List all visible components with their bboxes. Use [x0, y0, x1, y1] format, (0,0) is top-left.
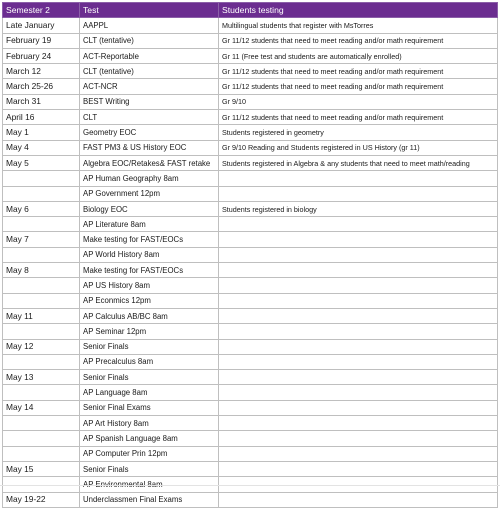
students-cell[interactable] — [219, 370, 498, 385]
date-cell[interactable] — [3, 171, 80, 186]
test-cell[interactable]: CLT (tentative) — [80, 64, 219, 79]
test-cell[interactable]: AAPPL — [80, 18, 219, 33]
header-test[interactable]: Test — [80, 3, 219, 18]
table-row — [3, 79, 498, 94]
table-row — [3, 278, 498, 293]
students-cell[interactable]: Gr 11/12 students that need to meet reading and/or math requirement — [219, 33, 498, 48]
date-cell[interactable]: May 8 — [3, 263, 80, 278]
table-row — [3, 94, 498, 109]
students-cell[interactable] — [219, 247, 498, 262]
date-cell[interactable] — [3, 293, 80, 308]
test-cell[interactable]: Algebra EOC/Retakes& FAST retake — [80, 155, 219, 170]
students-cell[interactable] — [219, 308, 498, 323]
table-row — [3, 110, 498, 125]
date-cell[interactable]: March 12 — [3, 64, 80, 79]
table-row — [3, 263, 498, 278]
date-cell[interactable]: May 7 — [3, 232, 80, 247]
table-row — [3, 370, 498, 385]
table-header — [3, 3, 498, 18]
test-cell[interactable]: AP US History 8am — [80, 278, 219, 293]
table-row — [3, 64, 498, 79]
table-row — [3, 461, 498, 476]
table-body — [3, 18, 498, 508]
date-cell[interactable]: May 19-22 — [3, 492, 80, 507]
test-cell[interactable]: FAST PM3 & US History EOC — [80, 140, 219, 155]
students-cell[interactable] — [219, 339, 498, 354]
date-cell[interactable]: May 4 — [3, 140, 80, 155]
test-cell[interactable]: Make testing for FAST/EOCs — [80, 232, 219, 247]
date-cell[interactable]: May 1 — [3, 125, 80, 140]
test-cell[interactable]: BEST Writing — [80, 94, 219, 109]
table-row — [3, 324, 498, 339]
students-cell[interactable]: Gr 11/12 students that need to meet reading and/or math requirement — [219, 110, 498, 125]
test-cell[interactable]: CLT (tentative) — [80, 33, 219, 48]
students-cell[interactable] — [219, 354, 498, 369]
students-cell[interactable] — [219, 385, 498, 400]
test-cell[interactable]: AP Calculus AB/BC 8am — [80, 308, 219, 323]
test-cell[interactable]: AP Art History 8am — [80, 416, 219, 431]
date-cell[interactable]: Late January — [3, 18, 80, 33]
date-cell[interactable]: May 12 — [3, 339, 80, 354]
students-cell[interactable] — [219, 263, 498, 278]
table-row — [3, 18, 498, 33]
students-cell[interactable]: Gr 11/12 students that need to meet reading and/or math requirement — [219, 64, 498, 79]
test-cell[interactable]: AP World History 8am — [80, 247, 219, 262]
date-cell[interactable] — [3, 416, 80, 431]
date-cell[interactable] — [3, 247, 80, 262]
test-cell[interactable]: ACT-NCR — [80, 79, 219, 94]
test-cell[interactable]: AP Language 8am — [80, 385, 219, 400]
students-cell[interactable] — [219, 186, 498, 201]
table-row — [3, 385, 498, 400]
test-cell[interactable]: CLT — [80, 110, 219, 125]
students-cell[interactable]: Gr 11/12 students that need to meet reading and/or math requirement — [219, 79, 498, 94]
test-cell[interactable]: AP Government 12pm — [80, 186, 219, 201]
header-semester[interactable]: Semester 2 — [3, 3, 80, 18]
table-row — [3, 400, 498, 415]
header-students-testing[interactable]: Students testing — [219, 3, 498, 18]
table-row — [3, 232, 498, 247]
date-cell[interactable]: March 31 — [3, 94, 80, 109]
table-row — [3, 431, 498, 446]
table-row — [3, 186, 498, 201]
date-cell[interactable]: February 24 — [3, 48, 80, 63]
table-row — [3, 308, 498, 323]
test-cell[interactable]: AP Human Geography 8am — [80, 171, 219, 186]
test-cell[interactable]: AP Precalculus 8am — [80, 354, 219, 369]
test-cell[interactable]: Biology EOC — [80, 201, 219, 216]
table-row — [3, 48, 498, 63]
students-cell[interactable] — [219, 232, 498, 247]
date-cell[interactable]: April 16 — [3, 110, 80, 125]
students-cell[interactable] — [219, 416, 498, 431]
table-row — [3, 247, 498, 262]
date-cell[interactable]: May 13 — [3, 370, 80, 385]
date-cell[interactable]: May 15 — [3, 461, 80, 476]
date-cell[interactable] — [3, 324, 80, 339]
students-cell[interactable]: Students registered in Algebra & any students that need to meet math/reading — [219, 155, 498, 170]
students-cell[interactable]: Multilingual students that register with MsTorres — [219, 18, 498, 33]
students-cell[interactable] — [219, 324, 498, 339]
table-row — [3, 354, 498, 369]
date-cell[interactable] — [3, 278, 80, 293]
date-cell[interactable]: May 5 — [3, 155, 80, 170]
table-row — [3, 416, 498, 431]
test-cell[interactable]: Underclassmen Final Exams — [80, 492, 219, 507]
students-cell[interactable] — [219, 431, 498, 446]
table-row — [3, 201, 498, 216]
header-row — [3, 3, 498, 18]
table-row — [3, 140, 498, 155]
test-cell[interactable]: Senior Finals — [80, 461, 219, 476]
students-cell[interactable]: Students registered in geometry — [219, 125, 498, 140]
students-cell[interactable] — [219, 217, 498, 232]
date-cell[interactable]: May 6 — [3, 201, 80, 216]
students-cell[interactable]: Students registered in biology — [219, 201, 498, 216]
date-cell[interactable] — [3, 217, 80, 232]
table-row — [3, 155, 498, 170]
empty-grid-area — [0, 485, 500, 496]
students-cell[interactable] — [219, 171, 498, 186]
date-cell[interactable]: March 25-26 — [3, 79, 80, 94]
students-cell[interactable] — [219, 400, 498, 415]
test-cell[interactable]: Geometry EOC — [80, 125, 219, 140]
date-cell[interactable] — [3, 431, 80, 446]
test-cell[interactable]: ACT-Reportable — [80, 48, 219, 63]
test-cell[interactable]: AP Econmics 12pm — [80, 293, 219, 308]
students-cell[interactable]: Gr 9/10 Reading and Students registered in US History (gr 11) — [219, 140, 498, 155]
test-cell[interactable]: AP Environmental 8am — [80, 477, 219, 492]
date-cell[interactable] — [3, 354, 80, 369]
date-cell[interactable] — [3, 385, 80, 400]
students-cell[interactable]: Gr 9/10 — [219, 94, 498, 109]
students-cell[interactable] — [219, 293, 498, 308]
date-cell[interactable] — [3, 186, 80, 201]
test-cell[interactable]: AP Computer Prin 12pm — [80, 446, 219, 461]
test-cell[interactable]: Senior Finals — [80, 339, 219, 354]
date-cell[interactable]: May 14 — [3, 400, 80, 415]
test-cell[interactable]: Senior Final Exams — [80, 400, 219, 415]
table-row — [3, 171, 498, 186]
test-cell[interactable]: AP Spanish Language 8am — [80, 431, 219, 446]
date-cell[interactable] — [3, 446, 80, 461]
table-row — [3, 293, 498, 308]
test-cell[interactable]: AP Seminar 12pm — [80, 324, 219, 339]
students-cell[interactable] — [219, 278, 498, 293]
table-row — [3, 217, 498, 232]
students-cell[interactable] — [219, 446, 498, 461]
test-cell[interactable]: Senior Finals — [80, 370, 219, 385]
testing-schedule-table — [2, 2, 498, 508]
test-cell[interactable]: Make testing for FAST/EOCs — [80, 263, 219, 278]
date-cell[interactable]: May 11 — [3, 308, 80, 323]
table-row — [3, 125, 498, 140]
date-cell[interactable]: February 19 — [3, 33, 80, 48]
table-row — [3, 33, 498, 48]
table-row — [3, 446, 498, 461]
table-row — [3, 339, 498, 354]
students-cell[interactable] — [219, 461, 498, 476]
students-cell[interactable]: Gr 11 (Free test and students are automatically enrolled) — [219, 48, 498, 63]
test-cell[interactable]: AP Literature 8am — [80, 217, 219, 232]
